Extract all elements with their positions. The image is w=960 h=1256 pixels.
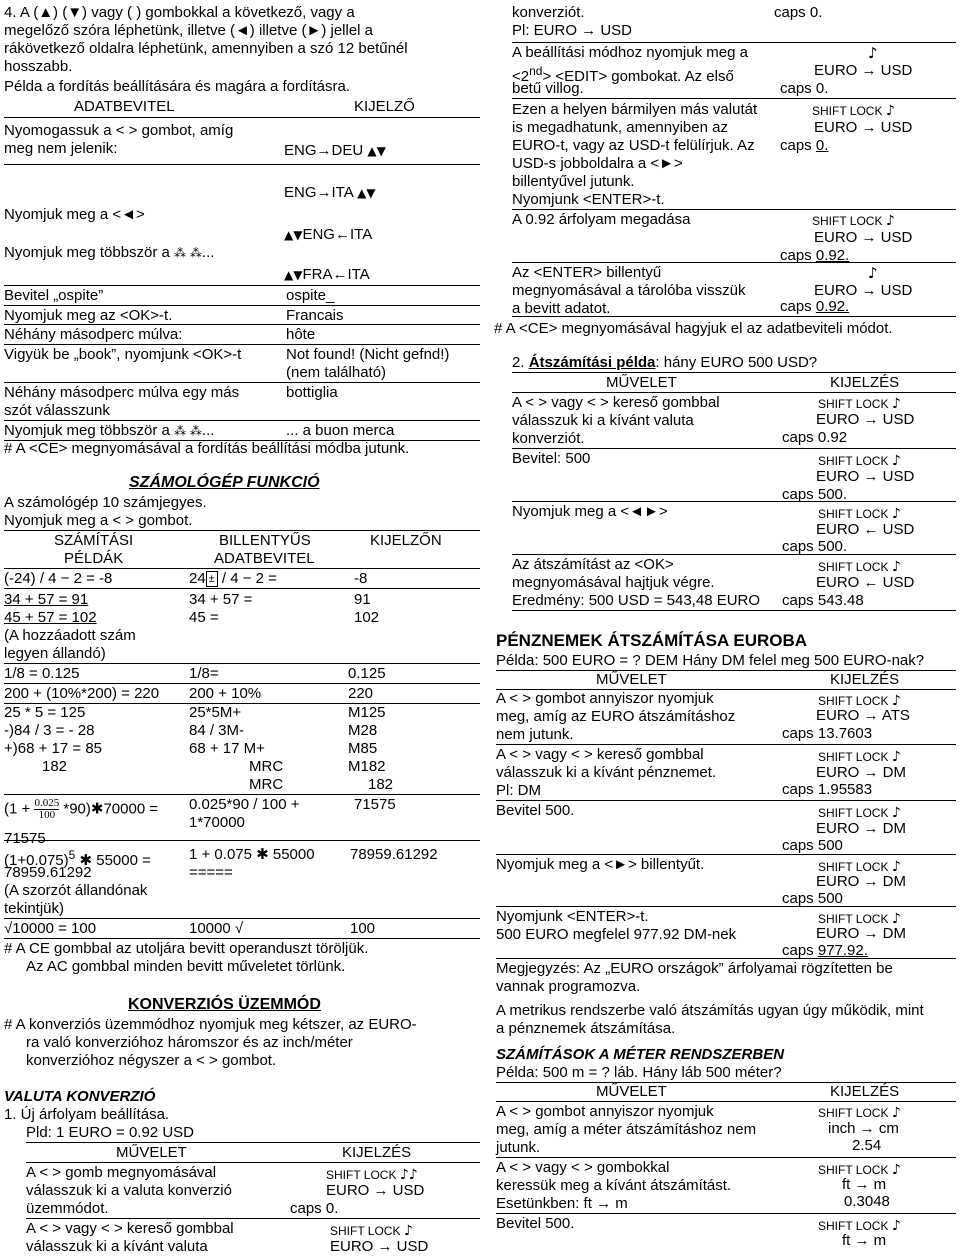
valuta-r1c: üzemmódot. [26,1200,109,1217]
plusminus-key-icon: ± [206,571,218,587]
trans-r8d2: (nem található) [286,364,387,381]
disp-caps: caps 13.7603 [782,725,873,742]
disp-ft-m: ft → m [842,1232,887,1249]
calc-pow-b2: ===== [189,864,233,881]
calc-row-c: 91 [354,591,371,608]
exch-r1b: válasszuk ki a kívánt valuta [512,412,694,429]
exch-h2: KIJELZÉS [830,374,900,391]
note-icon: ♪ [403,1223,413,1239]
r1-r0a: konverziót. [512,4,585,21]
note-icon: ♪ [891,1218,901,1234]
r1-note: # A <CE> megnyomásával hagyjuk el az adatbeviteli módot. [494,320,893,337]
meter-r2a: A < > vagy < > gombokkal [496,1159,670,1176]
calc-row-a: 34 + 57 = 91 [4,591,89,608]
note-icon: ♪ [891,506,901,522]
updown-icon: ▲▼ [367,144,386,158]
euro-r2a: A < > vagy < > kereső gombbal [496,746,704,763]
disp-caps: caps 500. [782,538,848,555]
calc-row-b: MRC [249,758,284,775]
trans-r7a: Néhány másodperc múlva: [4,326,183,343]
r1-r2d: USD-s jobboldalra a <►> [512,155,683,172]
meter-title: SZÁMÍTÁSOK A MÉTER RENDSZERBEN [496,1046,785,1063]
note-icon: ♪♪ [399,1167,418,1183]
trans-r1a: Nyomogassuk a < > gombot, amíg [4,122,234,139]
calc-row-b: 25*5M+ [189,704,242,721]
calc-h1a: SZÁMÍTÁSI [54,532,134,549]
disp-shift: SHIFT LOCK ♪♪ [326,1167,418,1183]
euro-title: PÉNZNEMEK ÁTSZÁMÍTÁSA EUROBA [496,631,808,650]
disp-eur-dm: EURO → DM [816,764,906,781]
col-header-display: KIJELZŐ [354,98,415,115]
disp-eur-usd: EURO → USD [330,1238,429,1255]
exch-r3a: Nyomjuk meg a <◄►> [512,503,668,520]
disp-eur-dm: EURO → DM [816,925,906,942]
calc-pow-expr: $(1+0.075)^5$ ✱ 55000 = [4,848,151,869]
euro-m3: A metrikus rendszerbe való átszámítás ugyan úgy működik, mint [496,1002,924,1019]
meter-r2b: keressük meg a kívánt átszámítást. [496,1177,732,1194]
calc-frac-expr: (1 + $\frac{0.025}{100}$ *90)✱70000 = [4,797,159,821]
disp-eur-usd: EURO → USD [326,1182,425,1199]
calc-sqrt-c: 100 [350,920,376,937]
valuta-r2a: A < > vagy < > kereső gombbal [26,1220,234,1237]
r1-r4a: Az <ENTER> billentyű [512,264,662,281]
note-icon: ♪ [868,264,878,282]
calc-row-c: M28 [348,722,378,739]
disp-caps: caps 0.92. [780,298,850,315]
note-icon: ♪ [891,559,901,575]
disp-eur-usd: EURO → USD [816,468,915,485]
r1-r2e: billentyűvel jutunk. [512,173,635,190]
tree-icon: ⁂ ⁂ [174,424,202,438]
trans-r3a: Nyomjuk meg a <◄> [4,206,145,223]
disp-eur-dm: EURO → DM [816,820,906,837]
note-icon: ♪ [891,749,901,765]
calc-note-1: # A CE gombbal az utoljára bevitt operanduszt töröljük. [4,940,369,957]
valuta-r1b: válasszuk ki a valuta konverzió [26,1182,232,1199]
trans-r8a: Vigyük be „book”, nyomjunk <OK>-t [4,346,242,363]
meter-r2c: Esetünkben: ft → m [496,1195,628,1212]
r1-r2c: EURO-t, vagy az USD-t felülírjuk. Az [512,137,755,154]
disp-shift: SHIFT LOCK ♪ [812,213,895,229]
fraction: $\frac{0.025}{100}$ [34,797,60,821]
calc-row-a: 1/8 = 0.125 [4,665,80,682]
calc-sqrt-b: 10000 √ [189,920,244,937]
disp-caps: caps 500. [782,486,848,503]
trans-r5a: Bevitel „ospite” [4,287,104,304]
exch-r4b: megnyomásával hajtjuk végre. [512,574,715,591]
valuta-s1: 1. Új árfolyam beállítása. [4,1106,170,1123]
note-icon: ♪ [885,103,895,119]
exch-r4c: Eredmény: 500 USD = 543,48 EURO [512,592,761,609]
trans-r8d1: Not found! (Nicht gefnd!) [286,346,450,363]
calc-frac-c: 71575 [354,796,396,813]
disp-value: 0.3048 [844,1193,890,1210]
r1-r1d: betű villog. [512,80,584,97]
euro-r5a: Nyomjunk <ENTER>-t. [496,908,649,925]
calc-pow-b: 1 + 0.075 ✱ 55000 [189,846,315,863]
disp-eur-dm: EURO → DM [816,873,906,890]
calc-pow-r1: 78959.61292 [4,864,92,881]
disp-caps: caps 500 [782,890,843,907]
r1-r4c: a bevitt adatot. [512,300,611,317]
calc-row-b: 84 / 3M- [189,722,245,739]
disp-eur-usd-back: EURO ← USD [816,521,915,538]
calc-row-c: M85 [348,740,378,757]
conv-title: KONVERZIÓS ÜZEMMÓD [128,996,321,1013]
meter-h2: KIJELZÉS [830,1083,900,1100]
valuta-r2b: válasszuk ki a kívánt valuta [26,1238,208,1255]
disp-shift: SHIFT LOCK ♪ [818,911,901,927]
euro-r2c: Pl: DM [496,782,541,799]
updown-icon: ▲▼ [284,228,303,242]
calc-row-a: 45 + 57 = 102 [4,609,97,626]
disp-eur-usd: EURO → USD [814,282,913,299]
r1-r3a: A 0.92 árfolyam megadása [512,211,691,228]
disp-eur-usd: EURO → USD [814,229,913,246]
euro-r4a: Nyomjuk meg a <►> billentyűt. [496,856,705,873]
calc-row-c: M182 [348,758,386,775]
note-icon: ♪ [891,396,901,412]
calc-row-b: MRC [249,776,284,793]
disp-ft-m: ft → m [842,1176,887,1193]
calc-row-c: 220 [348,685,374,702]
calc-row-c: M125 [348,704,386,721]
disp-value: 2.54 [852,1137,882,1154]
calc-row-a: (-24) / 4 − 2 = -8 [4,570,113,587]
disp-eur-ats: EURO → ATS [816,707,910,724]
exch-title: 2. Átszámítási példa: hány EURO 500 USD? [512,354,818,371]
disp-eur-usd: EURO → USD [814,119,913,136]
conv-note-2: ra való konverzióhoz háromszor és az inch/méter [26,1034,353,1051]
meter-r1b: meg, amíg a méter átszámításhoz nem [496,1121,757,1138]
trans-r9d: bottiglia [286,384,338,401]
calc-frac-b1: 0.025*90 / 100 + [189,796,300,813]
trans-r6d: Francais [286,307,344,324]
calc-row-b: 1/8= [189,665,219,682]
calc-row-b: 200 + 10% [189,685,262,702]
trans-r9a2: szót válasszunk [4,402,110,419]
trans-r10a: Nyomjuk meg többször a ⁂ ⁂... [4,422,215,439]
trans-note: # A <CE> megnyomásával a fordítás beállítási módba jutunk. [4,440,410,457]
disp-caps: caps 0.92 [782,429,848,446]
calc-title: SZÁMOLÓGÉP FUNKCIÓ [129,474,320,491]
disp-caps: caps 0. [774,4,823,21]
calc-h2a: BILLENTYŰS [219,532,311,549]
calc-row-a: -)84 / 3 = - 28 [4,722,95,739]
calc-l1: A számológép 10 számjegyes. [4,494,207,511]
trans-r1d: ENG→DEU ▲▼ [284,142,386,159]
euro-r1c: nem jutunk. [496,726,574,743]
disp-shift: SHIFT LOCK ♪ [818,453,901,469]
disp-shift: SHIFT LOCK ♪ [818,1105,901,1121]
meter-ex: Példa: 500 m = ? láb. Hány láb 500 méter? [496,1064,782,1081]
note-icon: ♪ [891,859,901,875]
calc-h2b: ADATBEVITEL [214,550,315,567]
trans-r2d: ENG→ITA ▲▼ [284,184,376,201]
disp-shift: SHIFT LOCK ♪ [818,859,901,875]
euro-r1a: A < > gombot annyiszor nyomjuk [496,690,714,707]
calc-row-a: (A hozzáadott szám [4,627,136,644]
disp-caps: caps 543.48 [782,592,864,609]
valuta-title: VALUTA KONVERZIÓ [4,1088,156,1105]
calc-frac-b2: 1*70000 [189,814,245,831]
valuta-h2: KIJELZÉS [342,1144,412,1161]
euro-h1: MŰVELET [596,671,667,688]
note-icon: ♪ [891,911,901,927]
calc-frac-result: 71575 [4,830,46,847]
note-icon: ♪ [891,805,901,821]
r1-r0b: Pl: EURO → USD [512,22,633,39]
meter-h1: MŰVELET [596,1083,667,1100]
conv-note-1: # A konverziós üzemmódhoz nyomjuk meg kétszer, az EURO- [4,1016,417,1033]
r1-r2f: Nyomjunk <ENTER>-t. [512,191,665,208]
disp-shift: SHIFT LOCK ♪ [818,693,901,709]
updown-icon: ▲▼ [284,268,303,282]
calc-row-c: 182 [368,776,394,793]
calc-row-b: 45 = [189,609,219,626]
calc-row-b: 34 + 57 = [189,591,253,608]
exch-h1: MŰVELET [606,374,677,391]
trans-r10d: ... a buon merca [286,422,395,439]
calc-row-a: 200 + (10%*200) = 220 [4,685,160,702]
valuta-r1a: A < > gomb megnyomásával [26,1164,217,1181]
calc-pow-r3: tekintjük) [4,900,65,917]
col-header-input: ADATBEVITEL [74,98,175,115]
disp-shift: SHIFT LOCK ♪ [818,749,901,765]
intro-line-4: hosszabb. [4,58,73,75]
disp-shift: SHIFT LOCK ♪ [818,1162,901,1178]
note-icon: ♪ [891,1105,901,1121]
disp-shift: SHIFT LOCK ♪ [818,559,901,575]
exch-r2a: Bevitel: 500 [512,450,591,467]
note-icon: ♪ [885,213,895,229]
meter-r1a: A < > gombot annyiszor nyomjuk [496,1103,714,1120]
calc-h1b: PÉLDÁK [64,550,124,567]
calc-h3: KIJELZŐN [370,532,442,549]
trans-r4d: ▲▼FRA←ITA [284,266,370,283]
disp-caps: caps 0. [780,137,829,154]
trans-r3d: ▲▼ENG←ITA [284,226,373,243]
disp-caps: caps 0. [780,80,829,97]
disp-shift: SHIFT LOCK ♪ [818,396,901,412]
intro-line-1: 4. A (▲) (▼) vagy ( ) gombokkal a következő, vagy a [4,4,355,21]
exch-r1a: A < > vagy < > kereső gombbal [512,394,720,411]
conv-note-3: konverzióhoz négyszer a < > gombot. [26,1052,277,1069]
r1-r2b: is megadhatunk, amennyiben az [512,119,728,136]
calc-pow-c: 78959.61292 [350,846,438,863]
valuta-h1: MŰVELET [116,1144,187,1161]
calc-row-a: 182 [42,758,68,775]
disp-caps: caps 1.95583 [782,781,873,798]
euro-h2: KIJELZÉS [830,671,900,688]
euro-r5b: 500 EURO megfelel 977.92 DM-nek [496,926,737,943]
disp-eur-usd-back: EURO ← USD [816,574,915,591]
valuta-s2: Pld: 1 EURO = 0.92 USD [26,1124,194,1141]
trans-r9a1: Néhány másodperc múlva egy más [4,384,240,401]
trans-r6a: Nyomjuk meg az <OK>-t. [4,307,173,324]
intro-line-3: rákövetkező oldalra léphetünk, amennyiben a szó 12 betűnél [4,40,408,57]
trans-r5d: ospite_ [286,287,335,304]
calc-row-b: 24 ± / 4 − 2 = [189,570,277,587]
euro-r1b: meg, amíg az EURO átszámításhoz [496,708,736,725]
calc-row-a: legyen állandó) [4,645,106,662]
calc-row-a: 25 * 5 = 125 [4,704,86,721]
disp-shift: SHIFT LOCK ♪ [818,1218,901,1234]
calc-row-b: 68 + 17 M+ [189,740,265,757]
note-icon: ♪ [891,453,901,469]
euro-m4: a pénznemek átszámítása. [496,1020,676,1037]
calc-sqrt-a: √10000 = 100 [4,920,97,937]
disp-eur-usd: EURO → USD [816,411,915,428]
calc-row-c: 0.125 [348,665,386,682]
r1-r1b: <2nd> <EDIT> gombokat. Az első [512,64,734,85]
disp-caps: caps 0. [290,1200,339,1217]
exch-r4a: Az átszámítást az <OK> [512,556,674,573]
euro-m2: vannak programozva. [496,978,641,995]
meter-r3a: Bevitel 500. [496,1215,575,1232]
r1-r2a: Ezen a helyen bármilyen más valutát [512,101,758,118]
trans-r7d: hôte [286,326,316,343]
disp-eur-usd: EURO → USD [814,62,913,79]
disp-shift: SHIFT LOCK ♪ [818,506,901,522]
note-icon: ♪ [868,44,878,62]
intro-line-5: Példa a fordítás beállítására és magára a fordításra. [4,78,351,95]
trans-r4a: Nyomjuk meg többször a ⁂ ⁂... [4,244,215,261]
disp-inch-cm: inch → cm [828,1120,899,1137]
calc-pow-r2: (A szorzót állandónak [4,882,148,899]
meter-r1c: jutunk. [496,1139,541,1156]
note-icon: ♪ [891,1162,901,1178]
calc-l2: Nyomjuk meg a < > gombot. [4,512,193,529]
disp-shift: SHIFT LOCK ♪ [812,103,895,119]
euro-r2b: válasszuk ki a kívánt pénznemet. [496,764,717,781]
intro-line-2: megelőző szóra léphetünk, illetve (◄) illetve (►) jellel a [4,22,374,39]
euro-ex: Példa: 500 EURO = ? DEM Hány DM felel meg 500 EURO-nak? [496,652,925,669]
note-icon: ♪ [891,693,901,709]
calc-row-a: +)68 + 17 = 85 [4,740,102,757]
euro-m1: Megjegyzés: Az „EURO országok” árfolyamai rögzítetten be [496,960,893,977]
calc-row-c: -8 [354,570,368,587]
exch-r1c: konverziót. [512,430,585,447]
tree-icon: ⁂ ⁂ [174,246,202,260]
r1-r1a: A beállítási módhoz nyomjuk meg a [512,44,748,61]
disp-caps: caps 977.92. [782,942,868,959]
disp-shift: SHIFT LOCK ♪ [818,805,901,821]
trans-r1b: meg nem jelenik: [4,140,118,157]
disp-caps: caps 500 [782,837,843,854]
disp-shift: SHIFT LOCK ♪ [330,1223,413,1239]
calc-row-c: 102 [354,609,380,626]
calc-note-2: Az AC gombbal minden bevitt műveletet törlünk. [26,958,346,975]
disp-caps: caps 0.92. [780,247,850,264]
euro-r3a: Bevitel 500. [496,802,575,819]
r1-r4b: megnyomásával a tárolóba visszük [512,282,746,299]
updown-icon: ▲▼ [357,186,376,200]
